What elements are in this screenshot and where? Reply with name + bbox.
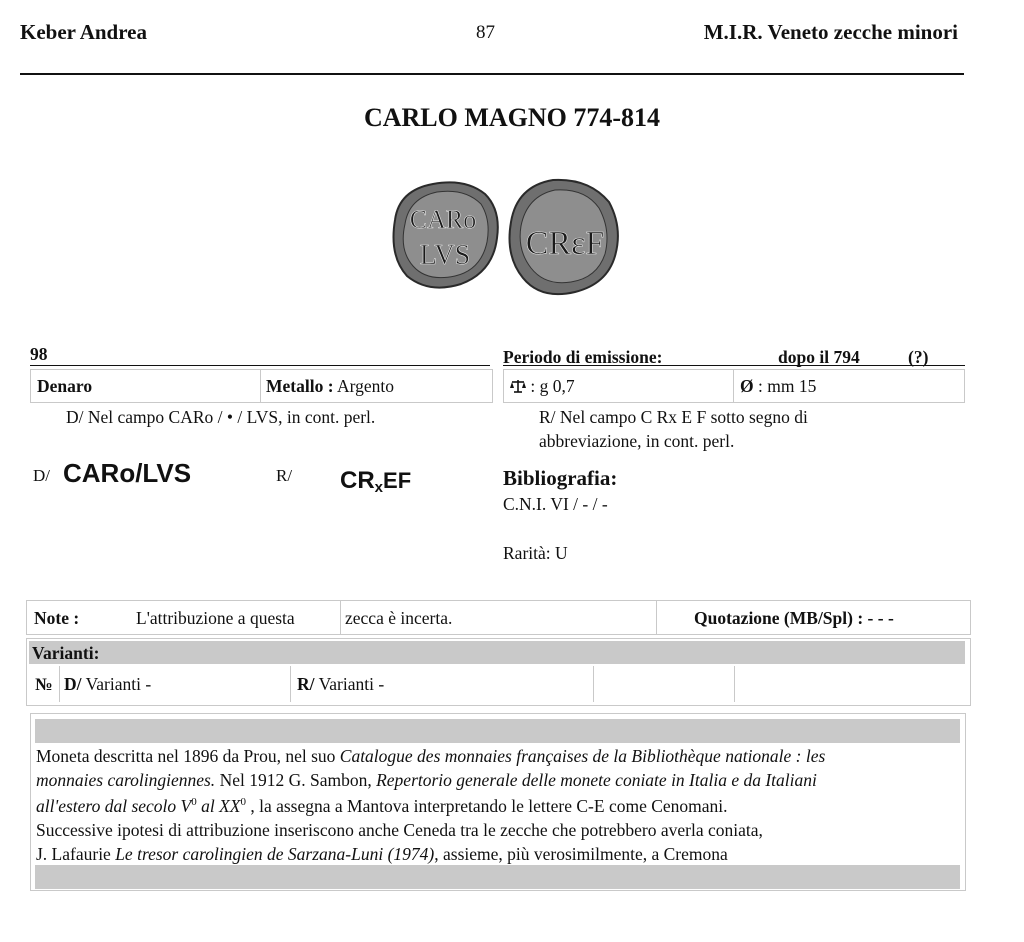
metal-label: Metallo : (266, 376, 334, 396)
variants-obverse-label: D/ (64, 674, 82, 694)
page-number: 87 (476, 22, 495, 43)
reverse-legend-part1: CR (340, 467, 375, 494)
page-title: CARLO MAGNO 774-814 (363, 103, 661, 132)
variants-obverse (64, 674, 151, 695)
scale-icon (510, 379, 526, 393)
description-bottom-bar (35, 865, 960, 889)
period-rule (503, 365, 965, 366)
bibliography-text: C.N.I. VI / - / - (503, 494, 608, 514)
description-line-3: all'estero dal secolo $V^0$ al $XX^0$ , la assegna a Mantova interpretando le lettere C-E come Cenomani. (36, 796, 728, 816)
reverse-legend (340, 467, 411, 496)
period-label: Periodo di emissione: (503, 347, 663, 367)
description-line-5: J. Lafaurie Le tresor carolingien de Sarzana-Luni (1974), assieme, più verosimilmente, a Cremona (36, 844, 728, 864)
reverse-description-line1: R/ Nel campo C Rx E F sotto segno di (539, 407, 808, 427)
variants-heading: Varianti: (32, 643, 100, 663)
variants-reverse (297, 674, 384, 695)
description-line-1: Moneta descritta nel 1896 da Prou, nel suo Catalogue des monnaies françaises de la Bibliothèque nationale : les (36, 746, 826, 766)
coin-reverse-drawing (510, 180, 618, 294)
reverse-legend-part2: EF (383, 468, 412, 493)
number-rule (30, 365, 490, 366)
coin-obverse-drawing (394, 182, 498, 287)
reverse-description-line2: abbreviazione, in cont. perl. (539, 431, 735, 451)
coin-image (385, 172, 625, 304)
reverse-legend-prefix: R/ (276, 466, 293, 485)
description-line-2: monnaies carolingiennes. Nel 1912 G. Sambon, Repertorio generale delle monete coniate in Italia e da Italiani (36, 770, 817, 790)
obverse-legend: CARo/LVS (63, 458, 192, 488)
notes-text-part1: L'attribuzione a questa (136, 608, 295, 628)
variants-number-label: № (35, 674, 53, 694)
variants-obverse-text: Varianti - (85, 674, 152, 694)
author-name: Keber Andrea (20, 20, 147, 44)
bibliography-heading: Bibliografia: (503, 466, 618, 490)
variants-header-bar (29, 641, 965, 664)
obverse-description: D/ Nel campo CARo / • / LVS, in cont. perl. (66, 407, 376, 427)
period-note: (?) (908, 347, 929, 367)
obverse-legend-prefix: D/ (33, 466, 50, 485)
variants-reverse-label: R/ (297, 674, 315, 694)
diameter-field (740, 376, 816, 397)
period-value: dopo il 794 (778, 347, 860, 367)
reverse-legend-abbrev: x (374, 479, 384, 496)
description-top-bar (35, 719, 960, 743)
notes-label: Note : (34, 608, 80, 628)
diameter-value: : mm 15 (758, 376, 817, 396)
svg-text:CRɛF: CRɛF (525, 225, 605, 262)
notes-text-part2: zecca è incerta. (345, 608, 453, 628)
metal-field (266, 376, 394, 397)
variants-reverse-text: Varianti - (318, 674, 385, 694)
catalogue-number: 98 (30, 344, 48, 364)
description-line-4: Successive ipotesi di attribuzione inseriscono anche Ceneda tra le zecche che potrebbero averla coniata, (36, 820, 763, 840)
diameter-icon: Ø (740, 376, 754, 396)
header-rule (20, 73, 964, 75)
weight-field (510, 376, 575, 397)
rarity: Rarità: U (503, 543, 568, 563)
series-title: M.I.R. Veneto zecche minori (703, 20, 958, 44)
coin-type: Denaro (37, 376, 93, 396)
metal-value: Argento (336, 376, 394, 396)
weight-value: : g 0,7 (530, 376, 575, 396)
svg-text:LVS: LVS (419, 240, 471, 271)
svg-text:CARo: CARo (409, 205, 477, 234)
quotation: Quotazione (MB/Spl) : - - - (694, 608, 894, 628)
type-metal-box (30, 369, 493, 403)
